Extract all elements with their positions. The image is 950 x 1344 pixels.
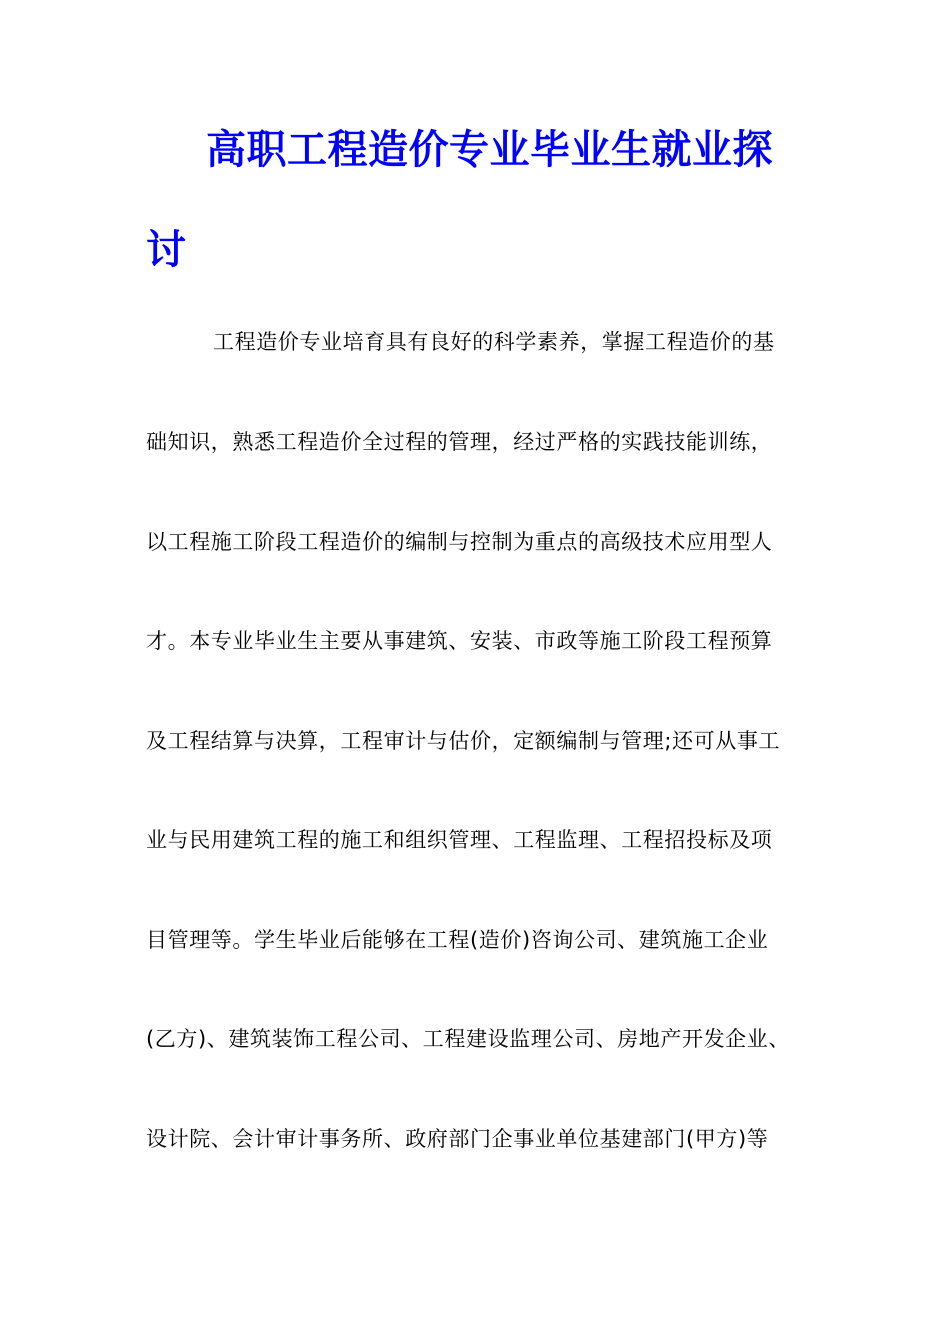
paragraph-line-6: 业与民用建筑工程的施工和组织管理、工程监理、工程招投标及项 [146, 828, 773, 852]
paragraph-line-2: 础知识，熟悉工程造价全过程的管理，经过严格的实践技能训练， [146, 430, 773, 454]
paragraph-line-4: 才。本专业毕业生主要从事建筑、安装、市政等施工阶段工程预算 [146, 629, 773, 653]
paragraph-line-1: 工程造价专业培育具有良好的科学素养，掌握工程造价的基 [213, 330, 775, 354]
paragraph-line-7: 目管理等。学生毕业后能够在工程(造价)咨询公司、建筑施工企业 [146, 928, 769, 952]
document-title-line-1: 高职工程造价专业毕业生就业探 [206, 127, 773, 173]
document-title-line-2: 讨 [146, 227, 187, 273]
paragraph-line-9: 设计院、会计审计事务所、政府部门企事业单位基建部门(甲方)等 [146, 1127, 769, 1151]
paragraph-line-3: 以工程施工阶段工程造价的编制与控制为重点的高级技术应用型人 [146, 530, 773, 554]
paragraph-line-5: 及工程结算与决算，工程审计与估价，定额编制与管理;还可从事工 [146, 729, 781, 753]
paragraph-line-8: (乙方)、建筑装饰工程公司、工程建设监理公司、房地产开发企业、 [146, 1027, 790, 1051]
